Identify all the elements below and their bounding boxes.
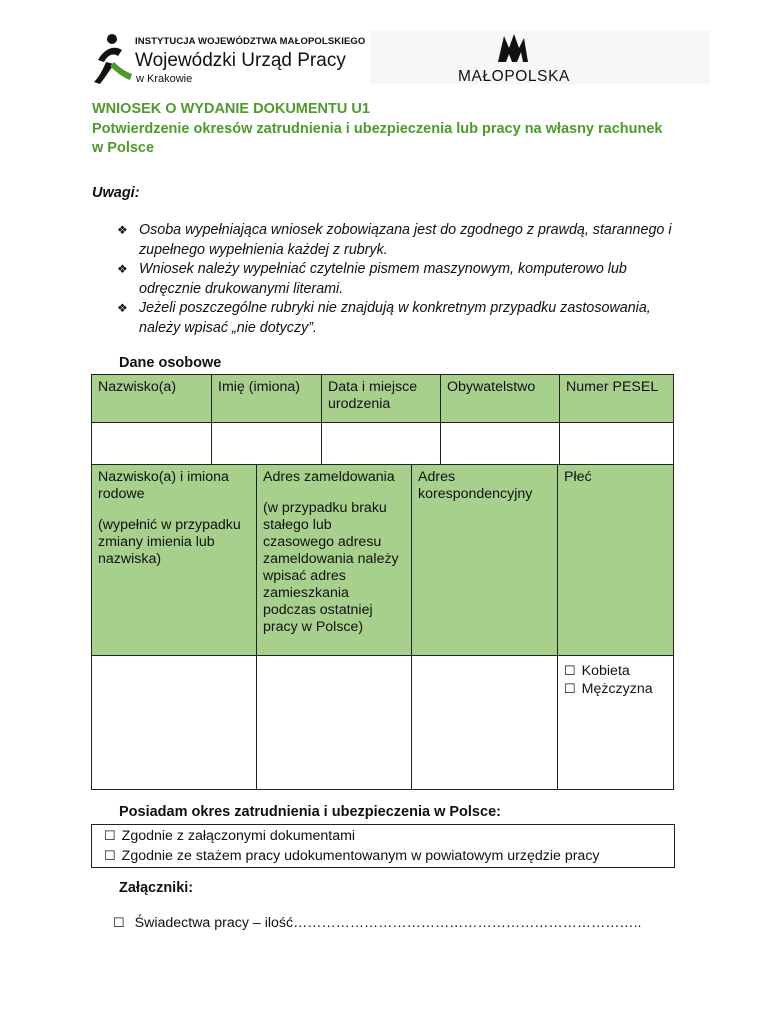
pesel-field[interactable]: [560, 423, 674, 465]
document-subtitle: Potwierdzenie okresów zatrudnienia i ubezpieczenia lub pracy na własny rachunek w Polsce: [92, 121, 663, 156]
attachments-heading: Załączniki:: [119, 880, 194, 896]
notes-heading: Uwagi:: [92, 185, 140, 201]
correspondence-address-field[interactable]: [412, 656, 558, 790]
employment-option-labour-office[interactable]: ☐ Zgodnie ze stażem pracy udokumentowanym w powiatowym urzędzie pracy: [104, 848, 600, 864]
employment-options-table: [91, 824, 675, 868]
birth-names-field[interactable]: [92, 656, 257, 790]
diamond-bullet-icon: ❖: [117, 262, 128, 276]
checkbox-icon[interactable]: ☐: [564, 663, 576, 678]
personal-data-table-1: [91, 374, 674, 465]
checkbox-icon[interactable]: ☐: [113, 915, 125, 930]
notes-list: [117, 221, 677, 338]
registered-address-field[interactable]: [257, 656, 412, 790]
institution-line: INSTYTUCJA WOJEWÓDZTWA MAŁOPOLSKIEGO: [135, 36, 366, 47]
col-header-birth-names: Nazwisko(a) i imiona rodowe (wypełnić w przypadku zmiany imienia lub nazwiska): [92, 465, 257, 656]
sex-option-male[interactable]: ☐ Mężczyzna: [564, 681, 653, 697]
birth-field[interactable]: [322, 423, 441, 465]
diamond-bullet-icon: ❖: [117, 223, 128, 237]
office-name: Wojewódzki Urząd Pracy: [135, 50, 346, 71]
employment-option-documents[interactable]: ☐ Zgodnie z załączonymi dokumentami: [104, 828, 356, 844]
malopolska-mountain-icon: [496, 32, 530, 69]
note-item: ❖ Jeżeli poszczególne rubryki nie znajdują w konkretnym przypadku zastosowania, należy wpisać „nie dotyczy”.: [117, 300, 651, 336]
attachment-item-work-certificates[interactable]: ☐ Świadectwa pracy – ilość………………………………………………………………..: [113, 915, 642, 931]
col-header-first-name: Imię (imiona): [212, 375, 322, 423]
employment-heading: Posiadam okres zatrudnienia i ubezpieczenia w Polsce:: [119, 804, 501, 820]
surname-field[interactable]: [92, 423, 212, 465]
region-logo-text: MAŁOPOLSKA: [458, 68, 570, 85]
wup-runner-icon: [92, 32, 134, 88]
sex-option-female[interactable]: ☐ Kobieta: [564, 663, 630, 679]
personal-data-table-2: [91, 464, 674, 790]
col-header-pesel: Numer PESEL: [560, 375, 674, 423]
col-header-birth: Data i miejsce urodzenia: [322, 375, 441, 423]
col-header-sex: Płeć: [558, 465, 674, 656]
col-header-surname: Nazwisko(a): [92, 375, 212, 423]
note-item: ❖ Wniosek należy wypełniać czytelnie pismem maszynowym, komputerowo lub odręcznie drukowanymi literami.: [117, 261, 627, 297]
office-city: w Krakowie: [136, 73, 193, 85]
citizenship-field[interactable]: [441, 423, 560, 465]
note-item: ❖ Osoba wypełniająca wniosek zobowiązana jest do zgodnego z prawdą, starannego i zupełnego wypełnienia każdej z rubryk.: [117, 222, 672, 258]
col-header-correspondence-address: Adres korespondencyjny: [412, 465, 558, 656]
diamond-bullet-icon: ❖: [117, 301, 128, 315]
checkbox-icon[interactable]: ☐: [104, 828, 116, 843]
first-name-field[interactable]: [212, 423, 322, 465]
checkbox-icon[interactable]: ☐: [564, 681, 576, 696]
col-header-citizenship: Obywatelstwo: [441, 375, 560, 423]
col-header-registered-address: Adres zameldowania (w przypadku braku stałego lub czasowego adresu zameldowania należy wpisać adres zamieszkania podczas ostatniej pracy w Polsce): [257, 465, 412, 656]
sex-options: [558, 656, 674, 790]
document-title: WNIOSEK O WYDANIE DOKUMENTU U1: [92, 101, 370, 117]
checkbox-icon[interactable]: ☐: [104, 848, 116, 863]
personal-data-heading: Dane osobowe: [119, 355, 222, 371]
employment-options: [92, 825, 675, 868]
attachment-count-field[interactable]: ………………………………………………………………..: [293, 915, 642, 931]
